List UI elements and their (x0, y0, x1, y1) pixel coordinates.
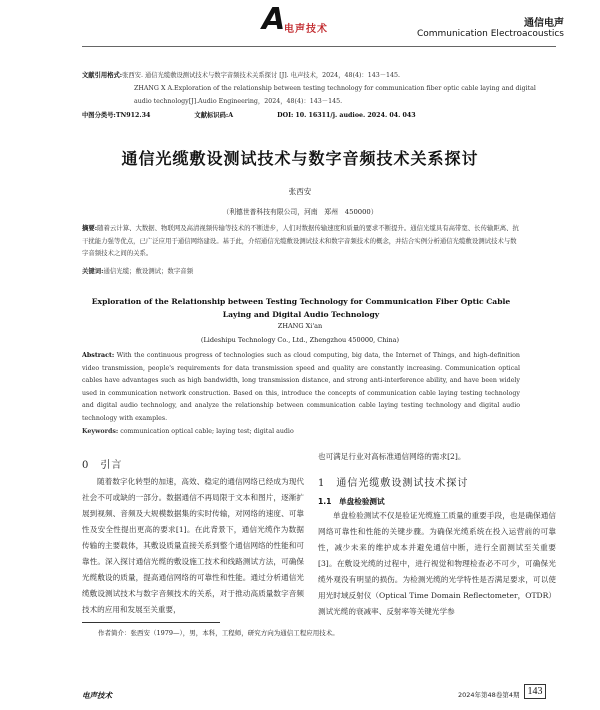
abstract-cn-label: 摘要: (82, 224, 98, 232)
keywords-cn-label: 关键词: (82, 267, 104, 275)
intro-continuation: 也可满足行业对高标准通信网络的需求[2]。 (318, 452, 466, 461)
footer-issue: 2024年第48卷第4期 (458, 691, 520, 699)
keywords-cn (82, 266, 193, 275)
citation-cn-text: 张西安. 通信光缆敷设测试技术与数字音频技术关系探讨 [J]. 电声技术，2024，48(4)：143－145. (122, 72, 401, 79)
affiliation-cn: （利德世普科技有限公司，河南 郑州 450000） (222, 208, 378, 216)
abstract-en-label: Abstract: (82, 352, 115, 359)
citation-en-1: ZHANG X A.Exploration of the relationship between testing technology for communication fiber optic cable laying and digital (134, 85, 536, 92)
doi-value: 10. 16311/j. audioe. 2024. 04. 043 (295, 112, 416, 119)
abstract-en (82, 350, 520, 425)
journal-name-en: Communication Electroacoustics (416, 29, 564, 39)
keywords-cn-text: 通信光缆；敷设测试；数字音频 (103, 267, 193, 275)
clc-value: TN912.34 (115, 112, 151, 119)
abstract-cn-text: 随着云计算、大数据、物联网及高清视频传输等技术的不断进步，人们对数据传输速度和质量的要求不断提升。通信光缆具有高带宽、长传输距离、抗干扰能力强等优点，已广泛应用于通信网络建设。基于此，介绍通信光缆敷设测试技术和数字音频技术的概念，并结合实例分析通信光缆敷设测试技术与数字音频技术之间的关系。 (82, 224, 519, 257)
doi-label: DOI: (277, 112, 294, 119)
abstract-en-text: With the continuous progress of technologies such as cloud computing, big data, the Internet of Things, and high-definition video transmission, people's requirements for data transmission speed and quality are constantly increasing. Communication optical cables have advantages such as high bandwidth, long transmission distance, and strong anti-interference ability, and have been widely used in communication network construction. Based on this, introduce the concepts of communication cable laying testing technology and digital audio technology, and analyze the relationship between communication cable laying testing technology and digital audio technology with examples. (82, 352, 520, 422)
paper-title-cn: 通信光缆敷设测试技术与数字音频技术关系探讨 (121, 149, 479, 168)
keywords-en-text: communication optical cable; laying test; digital audio (120, 428, 294, 435)
author-en: ZHANG Xi'an (277, 322, 323, 330)
section-1-1-paragraph: 单盘检验测试不仅是验证光缆施工质量的重要手段，也是确保通信网络可靠性和性能的关键步骤。为确保光缆系统在投入运营前的可靠性，减少未来的维护成本并避免通信中断，进行全面测试至关重要[3]。在敷设光缆的过程中，进行视觉和物理检查必不可少，可确保光缆外观没有明显的损伤。为检测光缆的光学特性是否满足要求，可以使用光时域反射仪（Optical Time Domain Reflectometer，OTDR）测试光缆的衰减率、反射率等关键光学参 (318, 511, 556, 616)
citation-en-2: audio technology[J].Audio Engineering，2024，48(4)：143－145. (134, 98, 343, 105)
classification-line (82, 110, 416, 121)
doc-code-label: 文献标识码: (194, 112, 229, 119)
footnote-divider (82, 622, 220, 623)
logo-letter: A (262, 2, 286, 37)
section-0-heading: 0 引言 (82, 460, 123, 471)
doc-code-value: A (228, 112, 234, 119)
journal-header (417, 14, 564, 39)
abstract-cn (82, 222, 520, 260)
journal-name-cn: 通信电声 (524, 18, 564, 29)
logo-text: 电声技术 (284, 24, 328, 35)
header-divider (82, 46, 556, 47)
paper-title-en: Exploration of the Relationship between Testing Technology for Communication Fiber Optic Cable Laying and Digital Audio Technology (91, 297, 511, 319)
citation-cn (82, 70, 400, 81)
affiliation-en: (Lideshipu Technology Co., Ltd., Zhengzhou 450000, China) (200, 336, 400, 344)
section-0-paragraph: 随着数字化转型的加速，高效、稳定的通信网络已经成为现代社会不可或缺的一部分。数据通信不再局限于文本和图片，逐渐扩展到视频、音频及大规模数据集的实时传输，对网络的速度、可靠性及安全性提出更高的要求[1]。在此背景下，通信光缆作为数据传输的主要载体，其敷设质量直接关系到整个通信网络的性能和可靠性。深入探讨通信光缆的敷设施工技术和线路测试方法，可确保光缆敷设的质量，提高通信网络的可靠性和性能。通过分析通信光缆敷设测试技术与数字音频技术的关系，对于推动高质量数字音频技术的应用和发展至关重要， (82, 477, 304, 614)
author-footnote: 作者简介：张西安（1979—），男，本科，工程师，研究方向为通信工程应用技术。 (98, 629, 339, 637)
page-number: 143 (524, 684, 546, 699)
author-cn: 张西安 (288, 187, 312, 196)
citation-label: 文献引用格式: (82, 72, 123, 79)
clc-label: 中图分类号: (82, 112, 116, 119)
section-1-heading: 1 通信光缆敷设测试技术探讨 (318, 478, 469, 489)
section-1-1-heading: 1.1 单盘检验测试 (318, 497, 385, 506)
keywords-en (82, 428, 294, 435)
keywords-en-label: Keywords: (82, 428, 119, 435)
footer-journal: 电声技术 (82, 691, 112, 700)
